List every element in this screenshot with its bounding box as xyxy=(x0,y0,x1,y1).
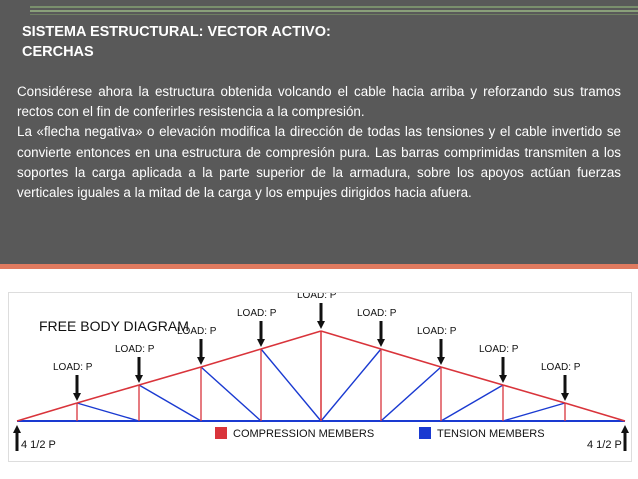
load-label: LOAD: P xyxy=(115,344,155,355)
load-label: LOAD: P xyxy=(417,326,457,337)
slide-body: Considérese ahora la estructura obtenida volcando el cable hacia arriba y reforzando sus tramos rectos con el fin de conferirles resistencia a la compresión. La «flecha negativa» o elevación modifica la dirección de todas las tensiones y el cable invertido se convierte entonces en una estructura de compresión pura. Las barras comprimidas transmiten a los soportes la carga aplicada a la parte superior de la armadura, sobre los apoyos actúan fuerzas verticales iguales a la mitad de la carga y los empujes dirigidos hacia afuera. xyxy=(17,84,621,201)
top-chord-segment xyxy=(139,367,201,385)
diagonal-member xyxy=(261,349,321,421)
legend-compression-label: COMPRESSION MEMBERS xyxy=(233,428,375,440)
legend-compression-swatch xyxy=(215,427,227,439)
top-chord-segment xyxy=(77,385,139,403)
decor-stripe xyxy=(30,10,638,12)
diagonal-member xyxy=(381,367,441,421)
load-label: LOAD: P xyxy=(541,362,581,373)
top-chord-segment xyxy=(321,331,381,349)
free-body-diagram xyxy=(8,292,632,462)
top-chord-segment xyxy=(503,385,565,403)
diagonal-member xyxy=(321,349,381,421)
accent-divider xyxy=(0,264,638,269)
diagonal-member xyxy=(139,385,201,421)
diagonal-member xyxy=(441,385,503,421)
truss-svg xyxy=(9,293,631,461)
load-label: LOAD: P xyxy=(237,308,277,319)
load-label: LOAD: P xyxy=(177,326,217,337)
load-label: LOAD: P xyxy=(53,362,93,373)
top-chord-segment xyxy=(261,331,321,349)
top-chord-segment xyxy=(381,349,441,367)
reaction-right-label: 4 1/2 P xyxy=(587,439,622,451)
top-chord-segment xyxy=(17,403,77,421)
slide-title: SISTEMA ESTRUCTURAL: VECTOR ACTIVO: CERCHAS xyxy=(22,24,331,60)
top-chord-segment xyxy=(565,403,625,421)
diagonal-member xyxy=(201,367,261,421)
diagonal-member xyxy=(77,403,139,421)
compression-members xyxy=(17,331,625,421)
load-label: LOAD: P xyxy=(479,344,519,355)
legend-tension-label: TENSION MEMBERS xyxy=(437,428,545,440)
reaction-left xyxy=(17,429,56,451)
diagram-title: FREE BODY DIAGRAM xyxy=(39,318,189,334)
reaction-left-label: 4 1/2 P xyxy=(21,439,56,451)
load-label: LOAD: P xyxy=(297,293,337,301)
reaction-right xyxy=(587,429,625,451)
decor-stripe xyxy=(30,6,638,8)
top-chord-segment xyxy=(201,349,261,367)
diagonal-member xyxy=(503,403,565,421)
top-chord-segment xyxy=(441,367,503,385)
decor-stripe xyxy=(30,14,638,15)
legend-tension-swatch xyxy=(419,427,431,439)
load-label: LOAD: P xyxy=(357,308,397,319)
